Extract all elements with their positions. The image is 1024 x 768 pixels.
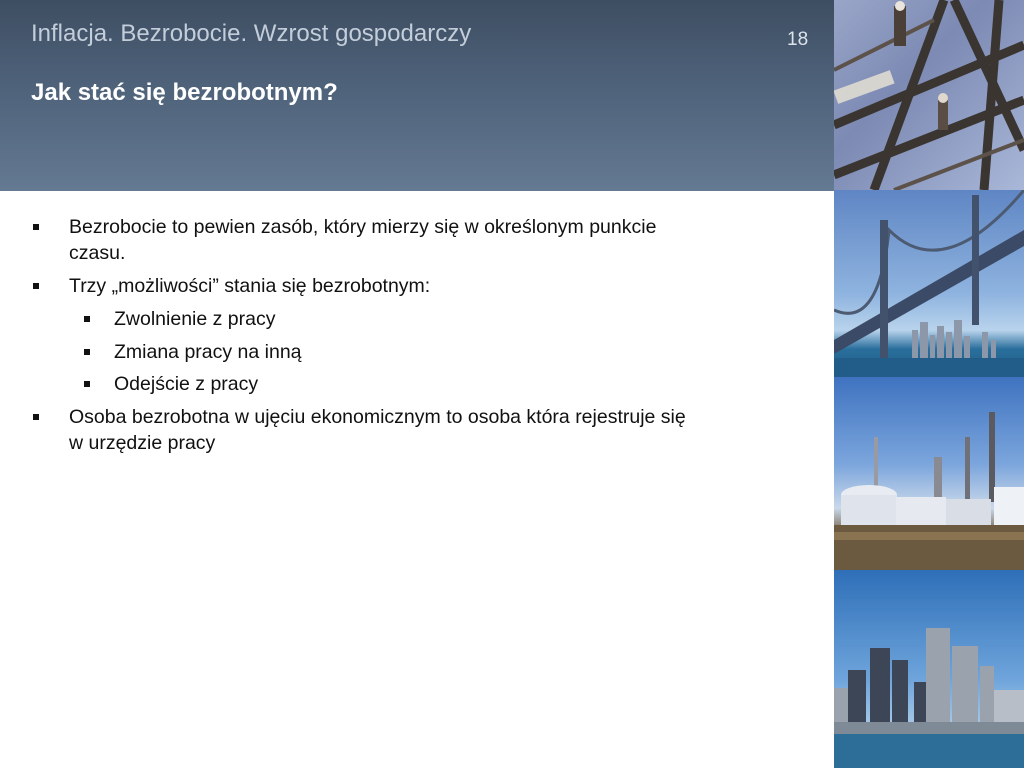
- sub-bullet-marker: [84, 316, 90, 322]
- bullet-line: Trzy „możliwości” stania się bezrobotnym:: [69, 275, 431, 297]
- bullet-marker: [33, 224, 39, 230]
- sub-bullet-item: [114, 306, 275, 332]
- bullet-line: Zmiana pracy na inną: [114, 341, 302, 363]
- sub-bullet-marker: [84, 349, 90, 355]
- bullet-item: [69, 404, 686, 456]
- photo-strip: [834, 0, 1024, 768]
- refinery-photo: [834, 377, 1024, 570]
- bullet-marker: [33, 283, 39, 289]
- skyline-photo: [834, 570, 1024, 768]
- refinery-graphic: [834, 377, 1024, 570]
- sub-bullet-item: [114, 339, 302, 365]
- steel-beams-graphic: [834, 0, 1024, 190]
- slide-title: Jak stać się bezrobotnym?: [31, 79, 338, 106]
- bullet-line: Odejście z pracy: [114, 373, 259, 395]
- skyline-graphic: [834, 570, 1024, 768]
- slide-subject: Inflacja. Bezrobocie. Wzrost gospodarczy: [31, 20, 472, 47]
- bullet-line: Bezrobocie to pewien zasób, który mierzy się w określonym punkcie: [69, 216, 657, 238]
- bullet-line: Zwolnienie z pracy: [114, 308, 276, 330]
- bridge-photo: [834, 190, 1024, 377]
- sub-bullet-item: [114, 371, 258, 397]
- bullet-item: [69, 273, 430, 299]
- bullet-line: w urzędzie pracy: [69, 432, 216, 454]
- bullet-marker: [33, 414, 39, 420]
- slide-header: [0, 0, 834, 191]
- bullet-line: czasu.: [69, 242, 126, 264]
- bridge-graphic: [834, 190, 1024, 377]
- construction-photo: [834, 0, 1024, 190]
- bullet-item: [69, 214, 656, 266]
- page-number: 18: [787, 29, 809, 50]
- bullet-line: Osoba bezrobotna w ujęciu ekonomicznym to osoba która rejestruje się: [69, 406, 686, 428]
- sub-bullet-marker: [84, 381, 90, 387]
